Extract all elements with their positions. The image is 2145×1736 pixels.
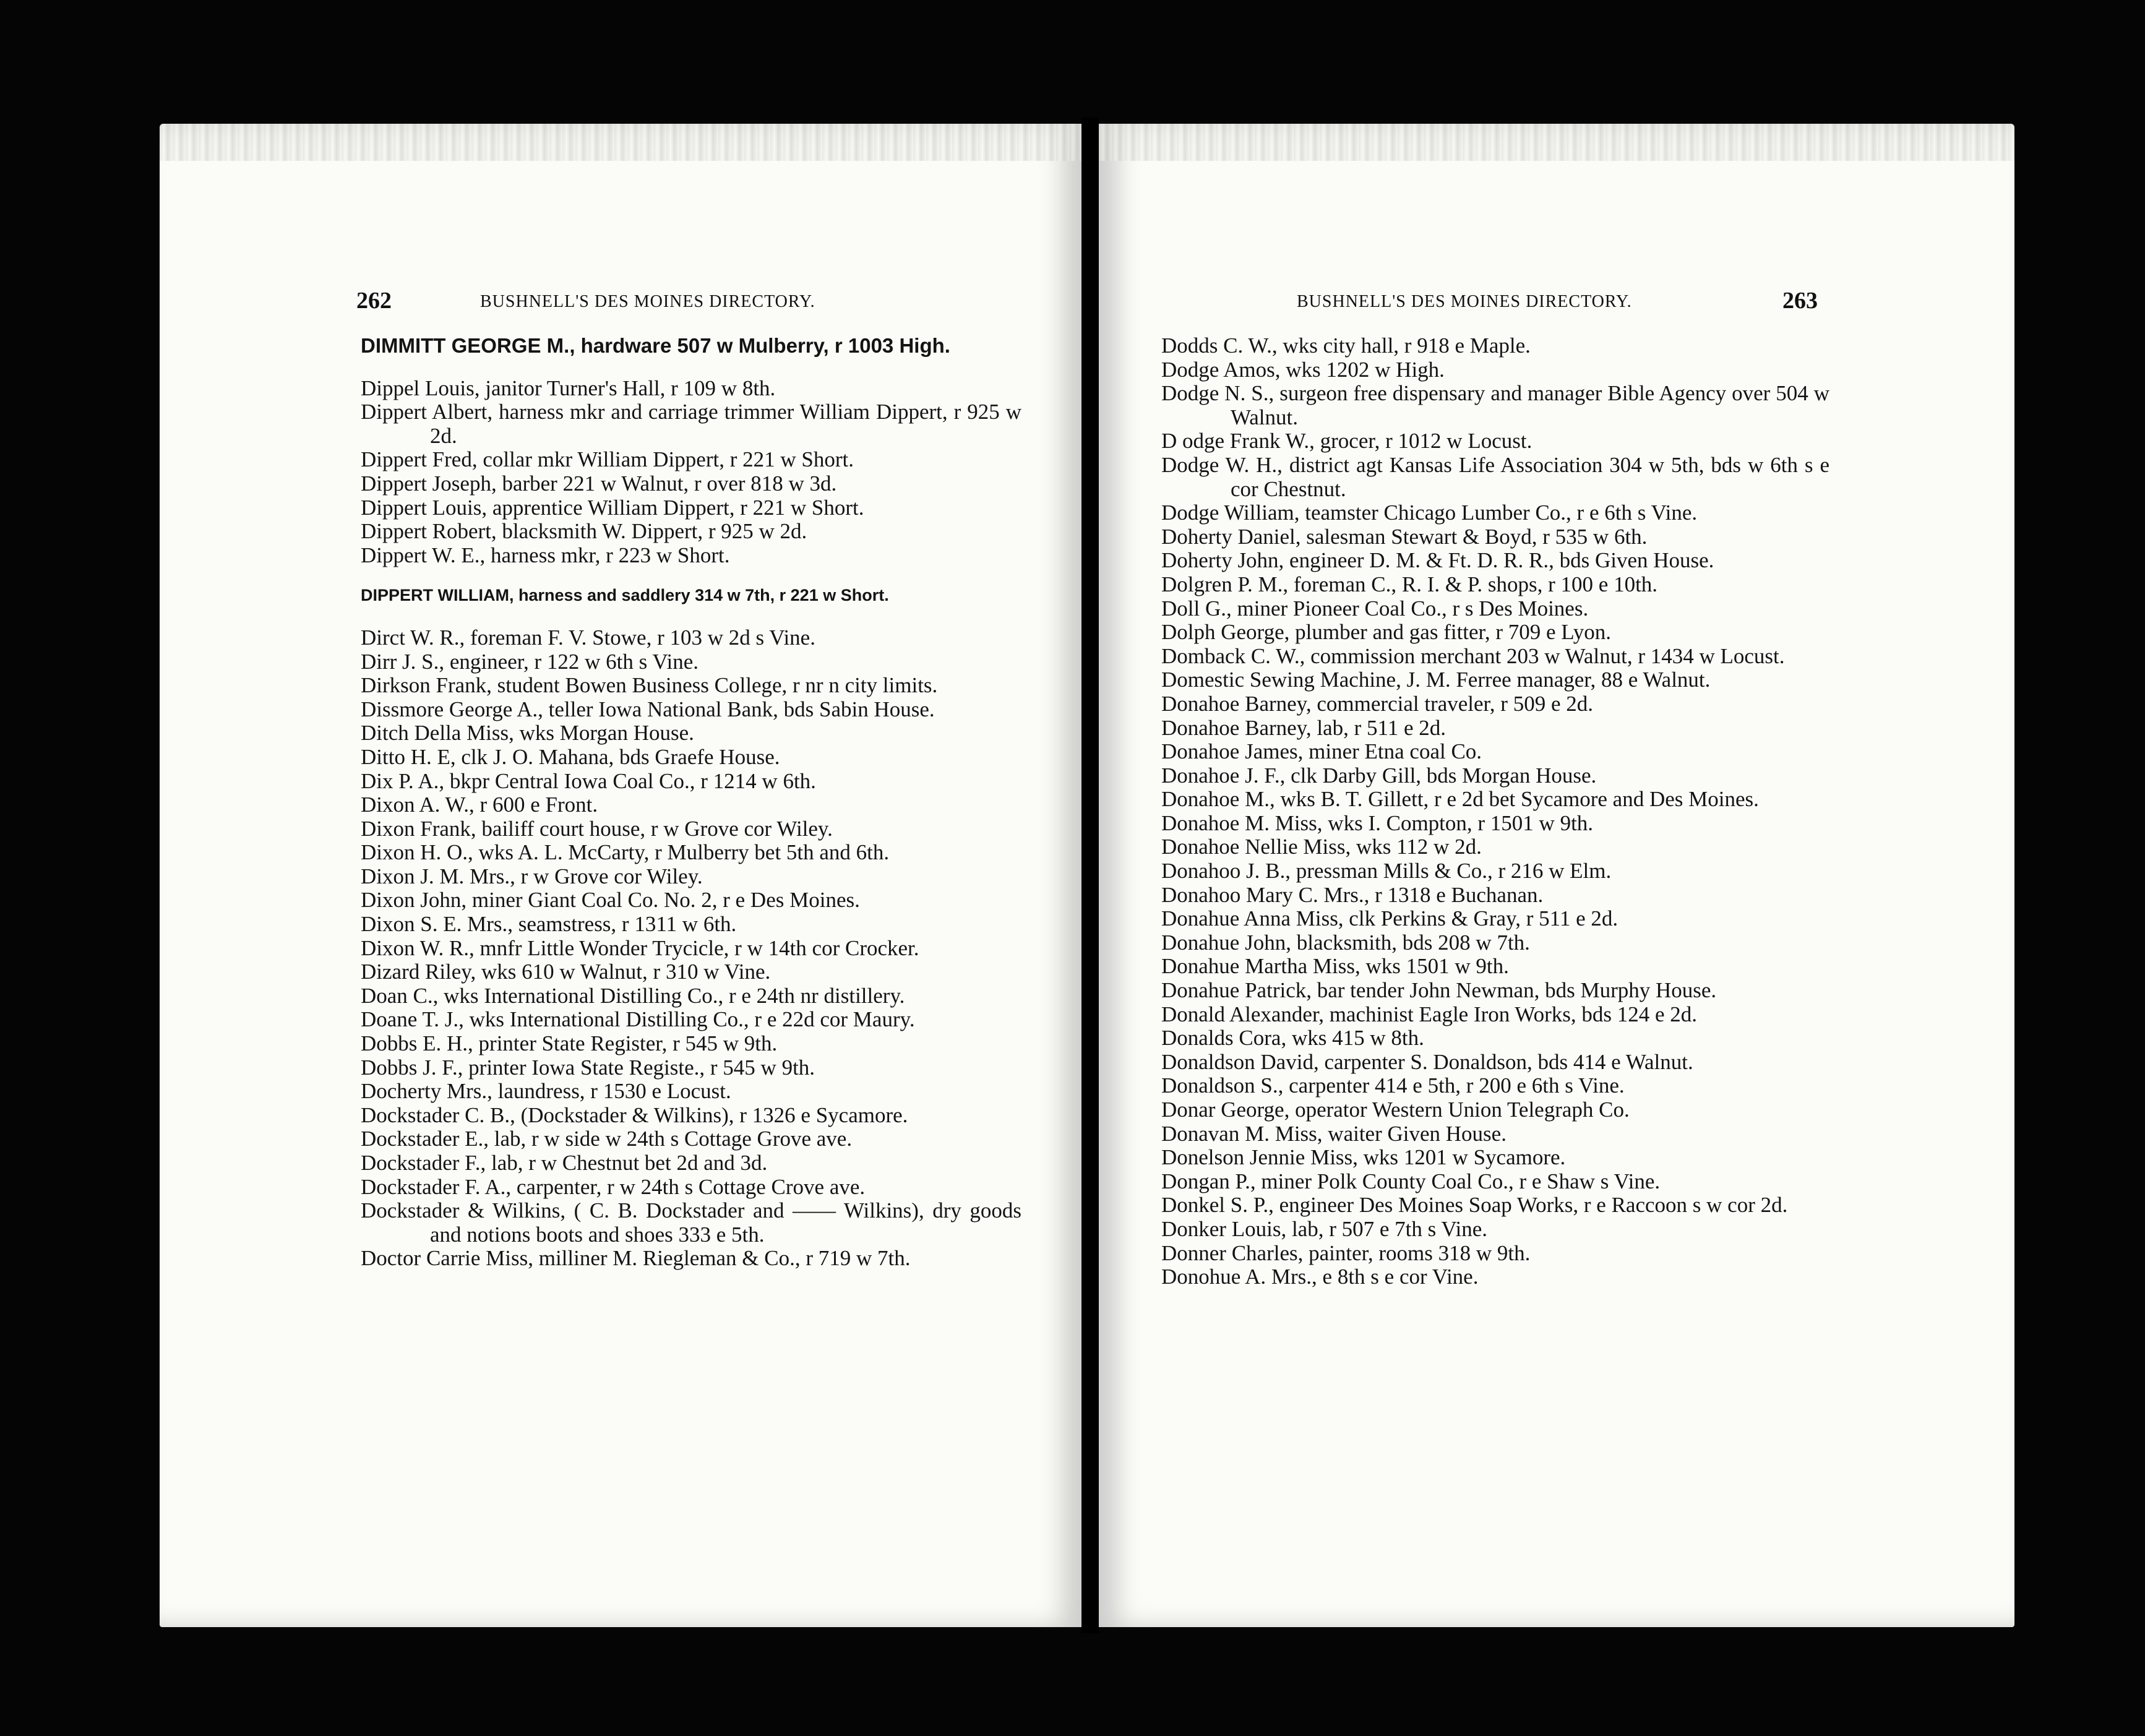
directory-entry: Dippert Louis, apprentice William Dippert, r 221 w Short. xyxy=(361,495,864,520)
directory-entry: Donner Charles, painter, rooms 318 w 9th. xyxy=(1161,1240,1531,1265)
directory-entry: Donaldson David, carpenter S. Donaldson, bds 414 e Walnut. xyxy=(1161,1049,1693,1074)
directory-entry: Doan C., wks International Distilling Co., r e 24th nr distillery. xyxy=(361,983,905,1008)
directory-entry: Doherty John, engineer D. M. & Ft. D. R. R., bds Given House. xyxy=(1161,548,1714,573)
directory-entry: Donahue Anna Miss, clk Perkins & Gray, r 511 e 2d. xyxy=(1161,906,1618,931)
directory-entry: Donahoe Barney, lab, r 511 e 2d. xyxy=(1161,715,1446,740)
directory-entry: Dodge W. H., district agt Kansas Life Association 304 w 5th, bds w 6th s e cor Chestnut. xyxy=(1161,452,1829,501)
directory-entry: Dixon J. M. Mrs., r w Grove cor Wiley. xyxy=(361,864,703,888)
directory-entry: Dixon H. O., wks A. L. McCarty, r Mulberry bet 5th and 6th. xyxy=(361,840,890,865)
directory-entry: Donelson Jennie Miss, wks 1201 w Sycamore. xyxy=(1161,1145,1566,1170)
directory-entry: Dixon A. W., r 600 e Front. xyxy=(361,793,598,817)
directory-entry: Donahoe M., wks B. T. Gillett, r e 2d bet Sycamore and Des Moines. xyxy=(1161,787,1759,812)
directory-entry: Dodds C. W., wks city hall, r 918 e Maple. xyxy=(1161,333,1531,358)
left-page xyxy=(160,124,1081,1627)
directory-entry: Dodge William, teamster Chicago Lumber Co., r e 6th s Vine. xyxy=(1161,501,1698,525)
page-number: 263 xyxy=(1782,288,1818,314)
directory-entry: Dolgren P. M., foreman C., R. I. & P. shops, r 100 e 10th. xyxy=(1161,572,1658,596)
directory-entry: Dockstader F. A., carpenter, r w 24th s Cottage Crove ave. xyxy=(361,1174,866,1199)
right-directory-entries xyxy=(1161,334,1829,1289)
directory-entry: Dixon W. R., mnfr Little Wonder Trycicle, r w 14th cor Crocker. xyxy=(361,935,919,960)
directory-entry: Ditch Della Miss, wks Morgan House. xyxy=(361,721,694,746)
directory-entry: Donahoe J. F., clk Darby Gill, bds Morgan House. xyxy=(1161,763,1597,788)
left-running-head xyxy=(160,287,1081,318)
directory-entry: Dippel Louis, janitor Turner's Hall, r 109 w 8th. xyxy=(361,376,776,400)
directory-entry: Doane T. J., wks International Distilling Co., r e 22d cor Maury. xyxy=(361,1007,915,1032)
page-edge-noise xyxy=(1099,124,2014,161)
directory-entry: Dobbs E. H., printer State Register, r 545 w 9th. xyxy=(361,1031,778,1056)
directory-entry: Donahoe Nellie Miss, wks 112 w 2d. xyxy=(1161,835,1482,859)
directory-entry: Dippert Robert, blacksmith W. Dippert, r 925 w 2d. xyxy=(361,519,807,544)
directory-entry: Dixon Frank, bailiff court house, r w Grove cor Wiley. xyxy=(361,816,833,841)
directory-entry: Dippert Joseph, barber 221 w Walnut, r over 818 w 3d. xyxy=(361,471,837,496)
directory-entry: Dirkson Frank, student Bowen Business College, r nr n city limits. xyxy=(361,673,938,698)
directory-entry: Donahue Patrick, bar tender John Newman, bds Murphy House. xyxy=(1161,978,1717,1003)
directory-entry: Donkel S. P., engineer Des Moines Soap Works, r e Raccoon s w cor 2d. xyxy=(1161,1193,1788,1218)
directory-entry: Dippert W. E., harness mkr, r 223 w Short. xyxy=(361,543,730,567)
directory-entry: Dolph George, plumber and gas fitter, r 709 e Lyon. xyxy=(1161,620,1611,645)
directory-entry: Donaldson S., carpenter 414 e 5th, r 200 e 6th s Vine. xyxy=(1161,1073,1625,1098)
directory-entry: Donahoo Mary C. Mrs., r 1318 e Buchanan. xyxy=(1161,882,1544,907)
left-directory-entries xyxy=(361,334,1021,1271)
right-running-head xyxy=(1099,287,2014,318)
directory-entry: Doherty Daniel, salesman Stewart & Boyd, r 535 w 6th. xyxy=(1161,524,1648,549)
directory-entry: Donald Alexander, machinist Eagle Iron Works, bds 124 e 2d. xyxy=(1161,1002,1698,1026)
directory-entry: Ditto H. E, clk J. O. Mahana, bds Graefe House. xyxy=(361,744,780,769)
directory-entry: Domback C. W., commission merchant 203 w Walnut, r 1434 w Locust. xyxy=(1161,643,1785,668)
directory-entry: Donahoo J. B., pressman Mills & Co., r 216 w Elm. xyxy=(1161,859,1612,883)
directory-entry: Dirct W. R., foreman F. V. Stowe, r 103 w 2d s Vine. xyxy=(361,625,815,650)
directory-entry: Dizard Riley, wks 610 w Walnut, r 310 w Vine. xyxy=(361,960,771,984)
directory-entry: Dodge N. S., surgeon free dispensary and manager Bible Agency over 504 w Walnut. xyxy=(1161,381,1829,429)
directory-entry: Donohue A. Mrs., e 8th s e cor Vine. xyxy=(1161,1265,1479,1289)
running-head-title: BUSHNELL'S DES MOINES DIRECTORY. xyxy=(1297,292,1632,311)
directory-entry: Dippert Fred, collar mkr William Dippert, r 221 w Short. xyxy=(361,447,854,472)
directory-entry: Dixon S. E. Mrs., seamstress, r 1311 w 6th. xyxy=(361,912,737,937)
directory-entry: Donavan M. Miss, waiter Given House. xyxy=(1161,1121,1507,1146)
running-head-title: BUSHNELL'S DES MOINES DIRECTORY. xyxy=(480,292,815,311)
directory-entry: Donalds Cora, wks 415 w 8th. xyxy=(1161,1026,1424,1051)
directory-entry: DIMMITT GEORGE M., hardware 507 w Mulberry, r 1003 High. xyxy=(361,334,950,357)
directory-entry: Donahue Martha Miss, wks 1501 w 9th. xyxy=(1161,954,1509,979)
right-page xyxy=(1099,124,2014,1627)
book-gutter xyxy=(1081,118,1099,1633)
directory-entry: Dockstader & Wilkins, ( C. B. Dockstader and —— Wilkins), dry goods and notions boots and shoes 333 e 5th. xyxy=(361,1198,1021,1247)
directory-entry: Donahoe James, miner Etna coal Co. xyxy=(1161,739,1482,764)
directory-entry: Donahue John, blacksmith, bds 208 w 7th. xyxy=(1161,930,1530,955)
directory-entry: Dissmore George A., teller Iowa National Bank, bds Sabin House. xyxy=(361,697,935,721)
directory-entry: Donar George, operator Western Union Telegraph Co. xyxy=(1161,1098,1630,1122)
directory-entry: Doll G., miner Pioneer Coal Co., r s Des Moines. xyxy=(1161,596,1589,621)
directory-entry: Dippert Albert, harness mkr and carriage trimmer William Dippert, r 925 w 2d. xyxy=(361,400,1021,448)
directory-entry: Dodge Amos, wks 1202 w High. xyxy=(1161,357,1445,382)
page-edge-noise xyxy=(160,124,1081,161)
directory-entry: Dix P. A., bkpr Central Iowa Coal Co., r 1214 w 6th. xyxy=(361,768,816,793)
directory-entry: Doctor Carrie Miss, milliner M. Riegleman & Co., r 719 w 7th. xyxy=(361,1246,911,1271)
directory-entry: Dockstader E., lab, r w side w 24th s Cottage Grove ave. xyxy=(361,1127,853,1151)
directory-entry: D odge Frank W., grocer, r 1012 w Locust. xyxy=(1161,429,1532,453)
directory-entry: Donahoe M. Miss, wks I. Compton, r 1501 w 9th. xyxy=(1161,810,1594,835)
directory-entry: Dongan P., miner Polk County Coal Co., r e Shaw s Vine. xyxy=(1161,1169,1661,1193)
directory-entry: Domestic Sewing Machine, J. M. Ferree manager, 88 e Walnut. xyxy=(1161,668,1711,692)
directory-entry: Donker Louis, lab, r 507 e 7th s Vine. xyxy=(1161,1216,1488,1241)
directory-entry: Dobbs J. F., printer Iowa State Registe., r 545 w 9th. xyxy=(361,1055,815,1080)
directory-entry: Dirr J. S., engineer, r 122 w 6th s Vine. xyxy=(361,649,699,674)
page-number: 262 xyxy=(356,288,392,314)
directory-entry: Dockstader C. B., (Dockstader & Wilkins), r 1326 e Sycamore. xyxy=(361,1102,908,1127)
directory-entry: DIPPERT WILLIAM, harness and saddlery 314 w 7th, r 221 w Short. xyxy=(361,586,889,605)
directory-entry: Dockstader F., lab, r w Chestnut bet 2d and 3d. xyxy=(361,1151,768,1175)
directory-entry: Donahoe Barney, commercial traveler, r 509 e 2d. xyxy=(1161,691,1593,716)
directory-entry: Docherty Mrs., laundress, r 1530 e Locust. xyxy=(361,1079,731,1104)
directory-entry: Dixon John, miner Giant Coal Co. No. 2, r e Des Moines. xyxy=(361,888,860,913)
